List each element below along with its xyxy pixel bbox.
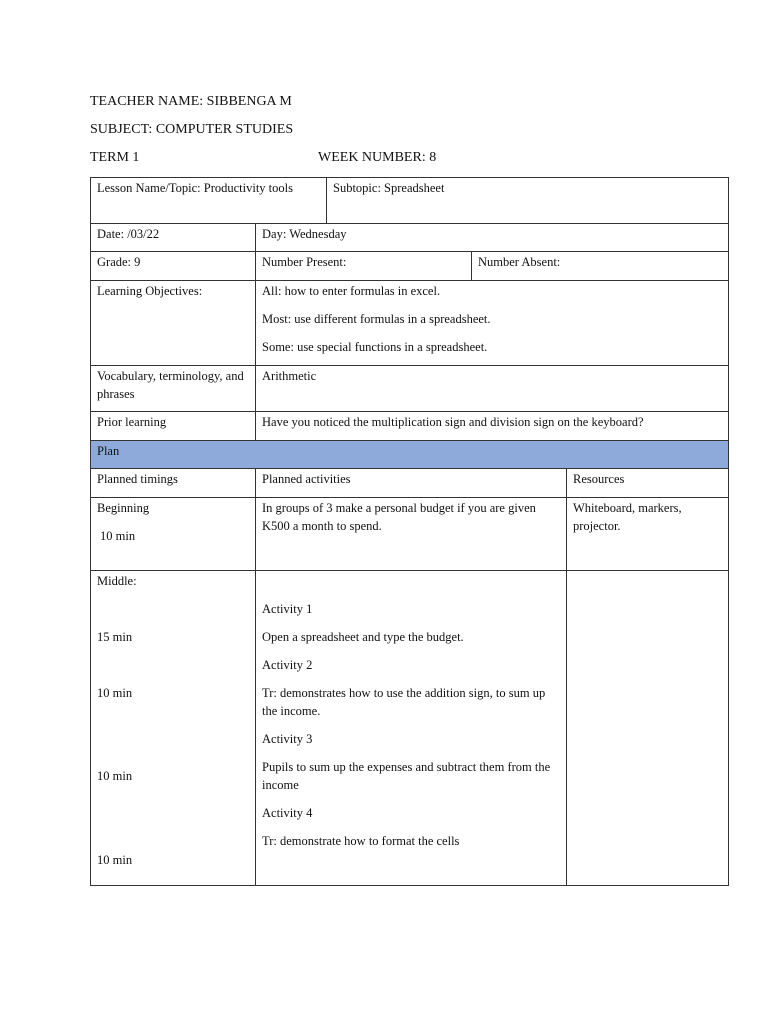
objective-some: Some: use special functions in a spreadsheet. <box>262 340 488 354</box>
objective-most: Most: use different formulas in a spreadsheet. <box>262 312 491 326</box>
beginning-activity-cell: In groups of 3 make a personal budget if you are given K500 a month to spend. <box>255 497 567 571</box>
beginning-time: 10 min <box>100 529 136 543</box>
teacher-name: TEACHER NAME: SIBBENGA M <box>90 94 292 109</box>
planned-activities-header: Planned activities <box>255 468 567 498</box>
subject: SUBJECT: COMPUTER STUDIES <box>90 122 294 137</box>
beginning-label: Beginning <box>97 501 150 515</box>
lesson-topic-cell: Lesson Name/Topic: Productivity tools <box>90 177 327 224</box>
learning-objectives-cell <box>255 280 729 366</box>
activity-1-text: Open a spreadsheet and type the budget. <box>262 630 464 644</box>
term: TERM 1 <box>90 150 140 165</box>
middle-time-2: 10 min <box>97 686 133 700</box>
plan-header: Plan <box>90 440 729 469</box>
middle-time-3: 10 min <box>97 769 133 783</box>
prior-learning-cell: Have you noticed the multiplication sign and division sign on the keyboard? <box>255 411 729 441</box>
middle-activities-cell <box>255 570 567 886</box>
activity-4-title: Activity 4 <box>262 806 313 820</box>
learning-objectives-label: Learning Objectives: <box>90 280 256 366</box>
objective-all: All: how to enter formulas in excel. <box>262 284 441 298</box>
number-absent-cell: Number Absent: <box>471 251 729 281</box>
date-cell: Date: /03/22 <box>90 223 256 252</box>
grade-cell: Grade: 9 <box>90 251 256 281</box>
vocabulary-cell: Arithmetic <box>255 365 729 412</box>
term-week-line <box>90 149 437 167</box>
activity-3-text: Pupils to sum up the expenses and subtract them from the income <box>262 760 551 792</box>
subtopic-cell: Subtopic: Spreadsheet <box>326 177 729 224</box>
beginning-resources-cell: Whiteboard, markers, projector. <box>566 497 729 571</box>
activity-4-text: Tr: demonstrate how to format the cells <box>262 834 460 848</box>
middle-time-1: 15 min <box>97 630 133 644</box>
middle-timing-cell <box>90 570 256 886</box>
resources-header: Resources <box>566 468 729 498</box>
middle-time-4: 10 min <box>97 853 133 867</box>
activity-1-title: Activity 1 <box>262 602 313 616</box>
day-cell: Day: Wednesday <box>255 223 729 252</box>
beginning-timing-cell <box>90 497 256 571</box>
activity-3-title: Activity 3 <box>262 732 313 746</box>
vocabulary-label: Vocabulary, terminology, and phrases <box>90 365 256 412</box>
middle-resources-cell <box>566 570 729 886</box>
prior-learning-label: Prior learning <box>90 411 256 441</box>
number-present-cell: Number Present: <box>255 251 472 281</box>
middle-label: Middle: <box>97 574 137 588</box>
planned-timings-header: Planned timings <box>90 468 256 498</box>
week-number: WEEK NUMBER: 8 <box>318 150 437 165</box>
activity-2-title: Activity 2 <box>262 658 313 672</box>
activity-2-text: Tr: demonstrates how to use the addition sign, to sum up the income. <box>262 686 546 718</box>
